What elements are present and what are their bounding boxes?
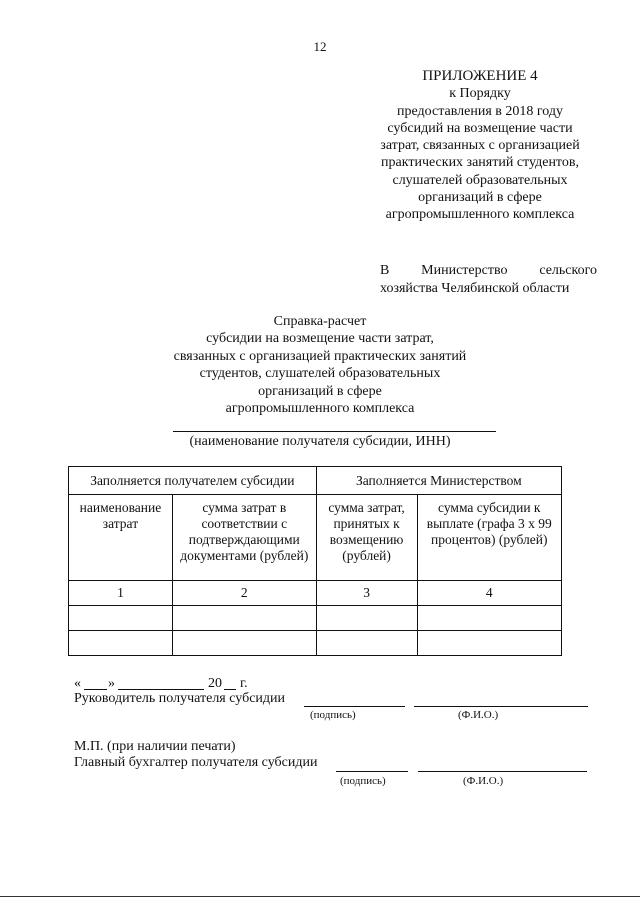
column-header: сумма субсидии к выплате (графа 3 х 99 процентов) (рублей) — [417, 495, 561, 581]
appendix-line: предоставления в 2018 году — [397, 103, 563, 119]
date-month-blank[interactable] — [118, 689, 204, 690]
addressee-line: хозяйства Челябинской области — [380, 281, 570, 296]
column-number: 2 — [172, 581, 316, 606]
column-header: сумма затрат в соответствии с подтверждающими документами (рублей) — [172, 495, 316, 581]
appendix-line: слушателей образовательных — [392, 172, 568, 188]
column-header: наименование затрат — [69, 495, 173, 581]
recipient-caption: (наименование получателя субсидии, ИНН) — [189, 434, 451, 449]
addressee-block — [380, 262, 597, 298]
page-number: 12 — [313, 39, 327, 54]
date-year-blank[interactable] — [224, 689, 236, 690]
table-cell[interactable] — [172, 631, 316, 656]
title-line: организаций в сфере — [258, 383, 382, 399]
name-caption: (Ф.И.О.) — [463, 775, 504, 787]
group-header-recipient: Заполняется получателем субсидии — [69, 467, 317, 495]
accountant-name-blank[interactable] — [418, 771, 587, 772]
appendix-line: затрат, связанных с организацией — [380, 138, 580, 154]
calculation-table — [68, 466, 562, 656]
table-cell[interactable] — [172, 606, 316, 631]
date-quote-close: » — [108, 676, 115, 691]
date-quote-open: « — [74, 676, 81, 691]
appendix-line: к Порядку — [449, 86, 511, 102]
appendix-line: организаций в сфере — [418, 190, 542, 206]
column-number: 3 — [316, 581, 417, 606]
signature-caption: (подпись) — [310, 709, 356, 721]
name-caption: (Ф.И.О.) — [458, 709, 499, 721]
date-day-blank[interactable] — [84, 689, 107, 690]
accountant-label: Главный бухгалтер получателя субсидии — [74, 755, 318, 770]
accountant-signature-blank[interactable] — [336, 771, 408, 772]
title-line: Справка-расчет — [273, 314, 367, 329]
title-line: связанных с организацией практических занятий — [173, 348, 467, 364]
table-cell[interactable] — [316, 606, 417, 631]
scan-edge-line — [0, 896, 640, 897]
group-header-ministry: Заполняется Министерством — [316, 467, 561, 495]
signature-caption: (подпись) — [340, 775, 386, 787]
table-cell[interactable] — [417, 631, 561, 656]
table-cell[interactable] — [316, 631, 417, 656]
column-number: 1 — [69, 581, 173, 606]
date-year-suffix: г. — [240, 676, 248, 691]
addressee-word: сельского — [539, 263, 597, 278]
addressee-word: Министерство — [421, 263, 508, 278]
head-label: Руководитель получателя субсидии — [74, 691, 286, 706]
seal-label: М.П. (при наличии печати) — [74, 739, 236, 754]
title-line: студентов, слушателей образовательных — [199, 366, 441, 382]
appendix-heading: ПРИЛОЖЕНИЕ 4 — [422, 68, 538, 84]
table-cell[interactable] — [417, 606, 561, 631]
appendix-line: субсидий на возмещение части — [387, 120, 573, 136]
date-year-prefix: 20 — [208, 676, 222, 691]
title-line: субсидии на возмещение части затрат, — [206, 331, 434, 347]
column-number: 4 — [417, 581, 561, 606]
recipient-name-blank[interactable] — [173, 431, 496, 432]
appendix-block — [360, 68, 600, 224]
head-name-blank[interactable] — [414, 706, 588, 707]
addressee-preposition: В — [380, 263, 390, 278]
title-line: агропромышленного комплекса — [225, 401, 415, 417]
document-title — [120, 313, 520, 417]
head-signature-blank[interactable] — [304, 706, 405, 707]
appendix-line: агропромышленного комплекса — [385, 207, 575, 223]
table-cell[interactable] — [69, 606, 173, 631]
appendix-line: практических занятий студентов, — [381, 155, 579, 171]
column-header: сумма затрат, принятых к возмещению (рублей) — [316, 495, 417, 581]
table-cell[interactable] — [69, 631, 173, 656]
